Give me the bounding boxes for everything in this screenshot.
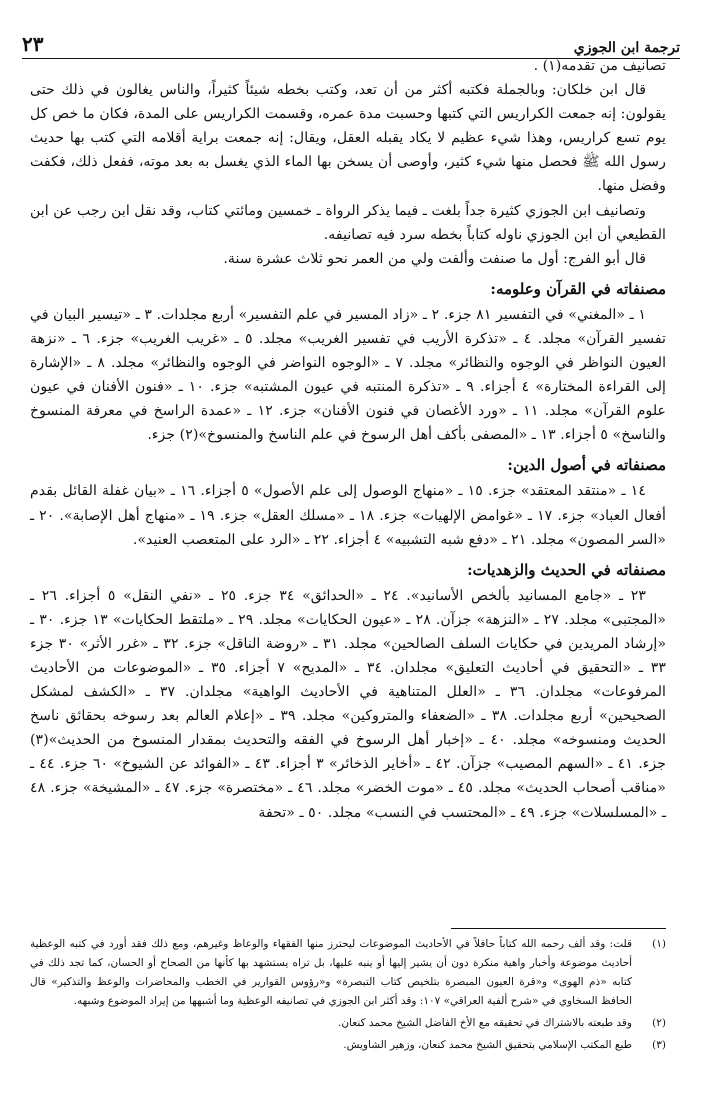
paragraph-4: قال أبو الفرج: أول ما صنفت وألفت ولي من العمر نحو ثلاث عشرة سنة. [223,250,646,267]
footnote-text: وقد طبعته بالاشتراك في تحقيقه مع الأخ الفاضل الشيخ محمد كنعان. [338,1017,632,1029]
footnote-text: طبع المكتب الإسلامي بتحقيق الشيخ محمد كنعان، وزهير الشاويش. [343,1039,632,1051]
footnote-number: (٢) [652,1017,666,1029]
footnote-3 [30,1036,666,1055]
footnote-divider [451,928,666,929]
paragraph-2: قال ابن خلكان: وبالجملة فكتبه أكثر من أن تعد، وكتب بخطه شيئاً كثيراً، والناس يغالون في ذلك حتى يقولون: إنه جمعت الكراريس التي كتبها وحسبت مدة عمره، وقسمت الكراريس على المدة، فكان ما خص كل يوم تسع كراريس، وهذا شيء عظيم لا يكاد يقبله العقل، ويقال: إنه جمعت براية أقلامه التي كتب بها حديث رسول الله ﷺ فحصل منها شيء كثير، وأوصى أن يسخن بها الماء الذي يغسل به بعد موته، ففعل ذلك، فكفت وفضل منها. [30,82,666,195]
paragraph-3: وتصانيف ابن الجوزي كثيرة جداً بلغت ـ فيما يذكر الرواة ـ خمسين ومائتي كتاب، وقد نقل ابن رجب عن ابن القطيعي أن ابن الجوزي ناوله كتاباً بخطه سرد فيه تصانيفه. [30,202,666,243]
footnote-number: (١) [652,938,666,950]
footnote-1 [30,935,666,1011]
page-header [22,12,680,59]
footnote-2 [30,1014,666,1033]
page-number: ٢٣ [22,32,44,56]
footnote-text: قلت: وقد ألف رحمه الله كتاباً حافلاً في الأحاديث الموضوعات ليحترز منها الفقهاء والوعاظ وغيرهم، ومع ذلك فقد أورد في كتبه الوعظية أحاديث موضوعة وأخبار واهية منكرة دون أن يشير إليها أو ينبه عليها، بل تراه يستشهد بها كأنها من الصحاح أو الحسان، كما تجد ذلك في كتابه «ذم الهوى» و«قرة العيون المبصرة بتلخيص كتاب التبصرة» و«رؤوس القوارير في الخطب والمحاضرات والوعظ والتذكير» قال الحافظ السخاوي في «شرح ألفية العراقي» ١٠٧: وقد أكثر ابن الجوزي في تصانيفه الوعظية وما أشبهها من إيراد الموضوع وشبهه. [30,938,632,1007]
section-list-quran: ١ ـ «المغني» في التفسير ٨١ جزء. ٢ ـ «زاد المسير في علم التفسير» أربع مجلدات. ٣ ـ «تيسير البيان في تفسير القرآن» مجلد. ٤ ـ «تذكرة الأريب في تفسير الغريب» مجلد. ٥ ـ «غريب الغريب» جزء. ٦ ـ «نزهة العيون النواظر في الوجوه والنظائر» مجلد. ٧ ـ «الوجوه النواضر في الوجوه والنظائر» مجلد. ٨ ـ «الإشارة إلى القراءة المختارة» ٤ أجزاء. ٩ ـ «تذكرة المنتبه في عيون المشتبه» جزء. ١٠ ـ «فنون الأفنان في عيون علوم القرآن» مجلد. ١١ ـ «ورد الأغصان في فنون الأفنان» جزء. ١٢ ـ «عمدة الراسخ في معرفة المنسوخ والناسخ» ٥ أجزاء. ١٣ ـ «المصفى بأكف أهل الرسوخ في علم الناسخ والمنسوخ»(٢) جزء. [30,306,667,444]
section-list-usul: ١٤ ـ «منتقد المعتقد» جزء. ١٥ ـ «منهاج الوصول إلى علم الأصول» ٥ أجزاء. ١٦ ـ «بيان غفلة القائل بقدم أفعال العباد» جزء. ١٧ ـ «غوامض الإلهيات» جزء. ١٨ ـ «مسلك العقل» جزء. ١٩ ـ «منهاج أهل الإصابة». ٢٠ ـ «السر المصون» مجلد. ٢١ ـ «دفع شبه التشبيه» ٤ أجزاء. ٢٢ ـ «الرد على المتعصب العنيد». [30,483,667,548]
paragraph-1: تصانيف من تقدمه(١) . [533,58,666,74]
footnote-number: (٣) [652,1039,666,1051]
section-list-hadith: ٢٣ ـ «جامع المسانيد بألخص الأسانيد». ٢٤ ـ «الحدائق» ٣٤ جزء. ٢٥ ـ «نفي النقل» ٥ أجزاء. ٢٦ ـ «المجتبى» مجلد. ٢٧ ـ «النزهة» جزآن. ٢٨ ـ «عيون الحكايات» مجلد. ٢٩ ـ «ملتقط الحكايات» ١٣ جزء. ٣٠ ـ «إرشاد المريدين في حكايات السلف الصالحين» مجلد. ٣١ ـ «روضة الناقل» جزء. ٣٢ ـ «غرر الأثر» ٣٠ جزء ٣٣ ـ «التحقيق في أحاديث التعليق» مجلدان. ٣٤ ـ «المديح» ٧ أجزاء. ٣٥ ـ «الموضوعات من الأحاديث المرفوعات» مجلدان. ٣٦ ـ «العلل المتناهية في الأحاديث الواهية» مجلدان. ٣٧ ـ «الكشف لمشكل الصحيحين» أربع مجلدات. ٣٨ ـ «الضعفاء والمتروكين» مجلد. ٣٩ ـ «إعلام العالم بعد رسوخه بحقائق ناسخ الحديث ومنسوخه» مجلد. ٤٠ ـ «إخبار أهل الرسوخ في الفقه والتحديث بمقدار المنسوخ من الحديث»(٣) جزء. ٤١ ـ «السهم المصيب» جزآن. ٤٢ ـ «أخاير الذخائر» ٣ أجزاء. ٤٣ ـ «الفوائد عن الشيوخ» ٦٠ جزء. ٤٤ ـ «مناقب أصحاب الحديث» مجلد. ٤٥ ـ «موت الخضر» مجلد. ٤٦ ـ «مختصرة» جزء. ٤٧ ـ «المشيخة» جزء. ٤٨ ـ «المسلسلات» جزء. ٤٩ ـ «المحتسب في النسب» مجلد. ٥٠ ـ «تحفة [30,587,667,821]
footnotes [30,928,666,1058]
main-text [30,54,666,825]
section-heading-usul: مصنفاته في أصول الدين: [507,456,666,475]
section-heading-hadith: مصنفاته في الحديث والزهديات: [467,560,666,579]
section-heading-quran: مصنفاته في القرآن وعلومه: [490,279,666,298]
running-title: ترجمة ابن الجوزي [573,40,680,56]
